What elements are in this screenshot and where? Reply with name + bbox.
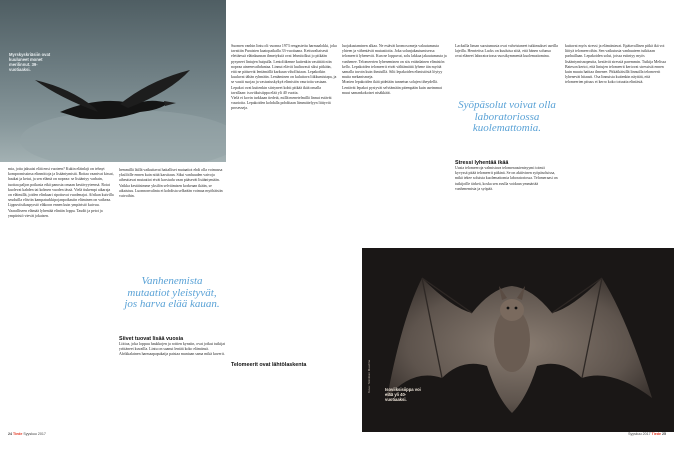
body-text: mia, jotta jaksaisi elää ensi vuoteen? Kukin eläinlaji on tehnyt kompromissinsa elinmittoja ja lisääntymistä. Rottaa vaanivat kissat, haukat ja ketut, ja sen elämä on nopeaa: se lisääntyy varhain, tuottaa paljon poikasia eikä panosta omaan kestävyyteensä. Rotat kuolevat kahden tai kolmen vuoden iässä. Vielä tiukempi aikaraja on eläimillä, joiden elinkaari ripottuvat vuodenajat. Afrikan kuivilla seuduilla eläviin kampaturkkipojanpoikasiin eläminen on vaikeaa. Lippuviisikaspyrstö eläkoon ennen kuin ympäristö kuivuu. Vaaralliseen elämää lyhentää eliniän loppu. Taudit ja petot ja ympäristö vievät jokaisen. xyxy=(8,167,114,218)
body-text: Suomen vanhin lintu oli vuonna 1973 rengastettu harmaalokki, joka tavattiin Paraisten kaatopaikalla 33-vuotiaana. Kettuvaltaisesti elettäessä eläinkunnan ihmetyksiä ovat lehmitolkut jo pitkään pysyneet lintujen huipulla. Lentoliikenne kuitenkin vastittää niin nopeaa aineenvaihduntaa. Linnut elävät luultavasti siksi pitkään, että ne pääsevät lentämällä karkuun vihollisiaan. Lepakotkin kuuluvat tähän ryhmään. Lentäminen on kuluttava liikkumistapa, ja se vaatii suojaa ja vastustuskykyä elimistön vaurioita vastaan. Lepakot ovat kuitenkin siirtyneet kohti pitkää ikää omalla tavallaan: isoviiksisiippa elää yli 40 vuotta. xyxy=(231,44,337,95)
body-text: Monien lepakoiden ikää pidetään tunnetun solujen tiheydellä. Lentävät lepakot pystyvät selviämään pitempään kuin useimmat muut samankokoiset nisäkkäät. xyxy=(342,80,442,95)
pull-quote-cancer-cells: Syöpäsolut voivat olla laboratoriossa kuolemattomia. xyxy=(458,99,556,134)
text-column-1 xyxy=(8,167,114,429)
subhead-telomeres: Telomeerit ovat lähtölaskenta xyxy=(231,362,307,368)
bat-photo xyxy=(362,248,674,432)
bat-photo-caption: Isoviiksisiippa voi elää yli 40-vuotiaaksi. xyxy=(385,387,421,402)
page-number-right: 25 xyxy=(662,432,666,436)
bird-photo-caption: Myrskyskriäsiin ovat kuuluneet monet merilinnut. 39-vuotiaaksi. xyxy=(9,52,51,72)
text-column-5b xyxy=(455,160,558,245)
subhead-wings: Siivet tuovat lisää vuosia xyxy=(119,336,184,342)
text-column-4 xyxy=(342,44,450,244)
folio-left xyxy=(8,432,46,436)
text-column-6 xyxy=(565,44,669,244)
issue-date-left: Syyskuu 2017 xyxy=(23,432,46,436)
folio-right xyxy=(628,432,666,436)
pull-quote-mutations: Vanhenemista mutaatiot yleistyvät, jos harva elää kauan. xyxy=(124,275,220,310)
body-text: Vielä ei kovin tarkkaan tiedetä, millä menetelmillä linnut estävät vaurioita. Lepakoiden kohdalla pohditaan lämmittelyyn liittyviä prosesseja. xyxy=(231,96,332,111)
magazine-brand-right: Tiede xyxy=(651,432,661,436)
body-text: Lacksilla liman suostumusta ovat vahvistaneet tutkimukset useilla lajeilla. Henriettsa Lacks on kuuluisa siitä, että hänen solunsa ovat eläneet laboratoriossa vuosikymmeniä kuolemattomina. xyxy=(455,44,558,59)
text-column-2 xyxy=(119,168,225,268)
text-column-5 xyxy=(455,44,558,100)
bird-photo xyxy=(0,0,226,162)
issue-date-right: Syyskuu 2017 xyxy=(628,432,651,436)
photo-credit: Kuva: Tekniikan Maailma xyxy=(367,359,371,393)
text-column-3 xyxy=(231,44,337,344)
body-text: hemmillä läillä vaikuttavat haitalliset mutaatiot ehdi olla voimassa yksilöille ennen kuin niitä karsitaan. Siksi vanhuuden vaivoja aiheuttavat mutaatiot eivät karsiudu vaan pääsevät lisääntymään. Vaikka kestäisimme yksilön selviämisen korkeaan ikään, se aikaistuu. Luonnonvalinta ei kohdista selkeään voimaa myöhäisiin vaivoihin. xyxy=(119,168,223,199)
page-number-left: 24 xyxy=(8,432,12,436)
text-column-2b xyxy=(119,336,225,430)
body-text: kuttavat myös stressi ja elämäntavat. Epätavallisen pitkä ikä voi liittyä telomeeroihin. Sen vaikutusta vanhuuteen tutkitaan parhaillaan. Lepakoiden solut, joissa esiintyy myös lisääntymisnopeutta, kestävät stressiä paremmin. Tutkija Melissa Bateson kertoi, että lintujen telomeerit kertovat stressistä ennen kuin muuta haittaa ilmenee. Pitkäikäisillä linnuilla telomeerit lyhenevät hitaasti. Osa linnuista kuitenkin näyttää, että telomeerien pituus ei kerro koko totuutta eliniästä. xyxy=(565,44,667,85)
flying-bird-illustration xyxy=(0,0,226,162)
subhead-stress: Stressi lyhentää ikää xyxy=(455,160,509,166)
magazine-brand-left: Tiede xyxy=(13,432,23,436)
text-column-3b xyxy=(231,362,337,430)
body-text: luojakustaminen alkaa. Ne estävät kromosomeja valautumasta yhteen ja vähentävät mutaatioita. Joka solunjakautumisessa telomeerit lyhenevät. Kun ne loppuvat, solu lakkaa jakautumasta ja vanhenee. Telomeerien lyheneminen on siis eräänlainen elimistön kello. Lepakoiden telomeerit eivät välttämättä lyhene iän myötä samalla tavoin kuin ihmisillä. Silti lepakoiden elimistöstä löytyy muita mekanismeja. xyxy=(342,44,447,80)
body-text: Liittoa, joka loppuu haukkojen ja rottien kynsiin, ovat jotkut tutkijat yrittäneet kuvailla. Lintu on saanut lentää koko elämänsä. Afrikkalainen harmaapapukaija paistaa muniaan sama mikä kaverit. xyxy=(119,342,225,357)
bat-illustration xyxy=(362,248,674,432)
body-text: Uusia telomeeroja valmistava telomeraasientsyymi toimii kyvyssä pitää telomeerit pitkinä. Se on aktiivinen syöpäsoluissa, mikä tekee soluista kuolemattomia laboratoriossa. Telomeraasi on tutkijoille tärkeä, koska sen avulla voidaan ymmärtää vanhenemista ja syöpää. xyxy=(455,166,558,191)
